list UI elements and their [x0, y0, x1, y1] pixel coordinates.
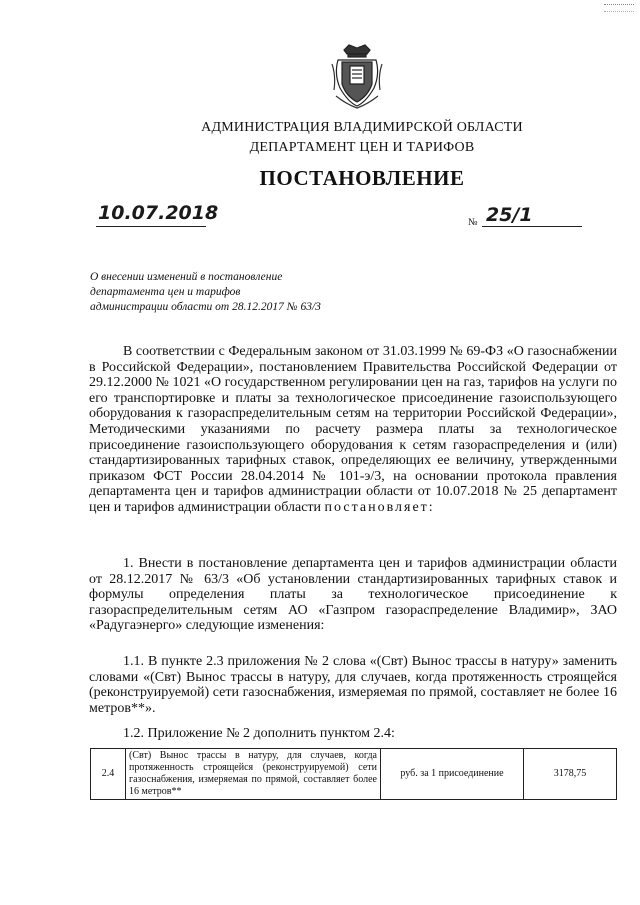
- clause-1-text: 1. Внести в постановление департамента цен и тарифов администрации области от 28.12.2017 № 63/3 «Об установлении стандартизированных тарифных ставок и формулы определения платы за технологическое присоединение к газораспределительным сетям АО «Газпром газораспределение Владимир», ЗАО «Радугаэнерго» следующие изменения:: [89, 556, 617, 634]
- table-cell-description: (Свт) Вынос трассы в натуру, для случаев, когда протяженность строящейся (реконструируемой) сети газоснабжения, измеряемая по прямой, составляет более 16 метров**: [126, 749, 381, 800]
- clause-1-1-text: 1.1. В пункте 2.3 приложения № 2 слова «(Свт) Вынос трассы в натуру» заменить словами «(Свт) Вынос трассы в натуру, для случаев, когда протяженность строящейся (реконструируемой) сети газоснабжения, измеряемая по прямой, составляет не более 16 метров**».: [89, 654, 617, 716]
- clause-1-2-text: 1.2. Приложение № 2 дополнить пунктом 2.4:: [123, 726, 395, 741]
- tariff-table: [90, 748, 617, 800]
- table-cell-number: 2.4: [91, 749, 126, 800]
- preamble-text: В соответствии с Федеральным законом от 31.03.1999 № 69-ФЗ «О газоснабжении в Российской Федерации», постановлением Правительства Российской Федерации от 29.12.2000 № 1021 «О государственном регулировании цен на газ, тарифов на услуги по его транспортировке и платы за технологическое присоединение газоиспользующего оборудования к газораспределительным сетям на территории Российской Федерации», Методическими указаниями по расчету размера платы за технологическое присоединение газоиспользующего оборудования к сетям газораспределения и (или) стандартизированных тарифных ставок, определяющих ее величину, утвержденными приказом ФСТ России 28.04.2014 № 101-э/3, на основании протокола правления департамента цен и тарифов администрации области от 10.07.2018 № 25 департамент цен и тарифов администрации области: [89, 344, 617, 515]
- subject-line: департамента цен и тарифов: [90, 286, 241, 298]
- clause-1: [89, 556, 617, 634]
- coat-of-arms-icon: [330, 44, 384, 110]
- header-administration: АДМИНИСТРАЦИЯ ВЛАДИМИРСКОЙ ОБЛАСТИ: [201, 120, 523, 135]
- date-underline: [96, 226, 206, 227]
- subject-line: администрации области от 28.12.2017 № 63/3: [90, 301, 321, 313]
- clause-1-2: [89, 726, 617, 742]
- clause-1-1: [89, 654, 617, 716]
- preamble-paragraph: [89, 344, 617, 516]
- subject-line: О внесении изменений в постановление: [90, 271, 283, 283]
- scan-mark: [604, 4, 634, 12]
- document-number: 25/1: [486, 204, 533, 226]
- table-row: [91, 749, 617, 800]
- number-sign: №: [468, 217, 478, 228]
- document-title: ПОСТАНОВЛЕНИЕ: [259, 166, 465, 190]
- table-cell-value: 3178,75: [524, 749, 617, 800]
- document-date: 10.07.2018: [98, 202, 219, 224]
- subject-block: [90, 270, 350, 315]
- resolves-word: постановляет:: [324, 499, 435, 515]
- number-underline: [482, 226, 582, 227]
- table-cell-unit: руб. за 1 присоединение: [381, 749, 524, 800]
- header-department: ДЕПАРТАМЕНТ ЦЕН И ТАРИФОВ: [249, 140, 475, 155]
